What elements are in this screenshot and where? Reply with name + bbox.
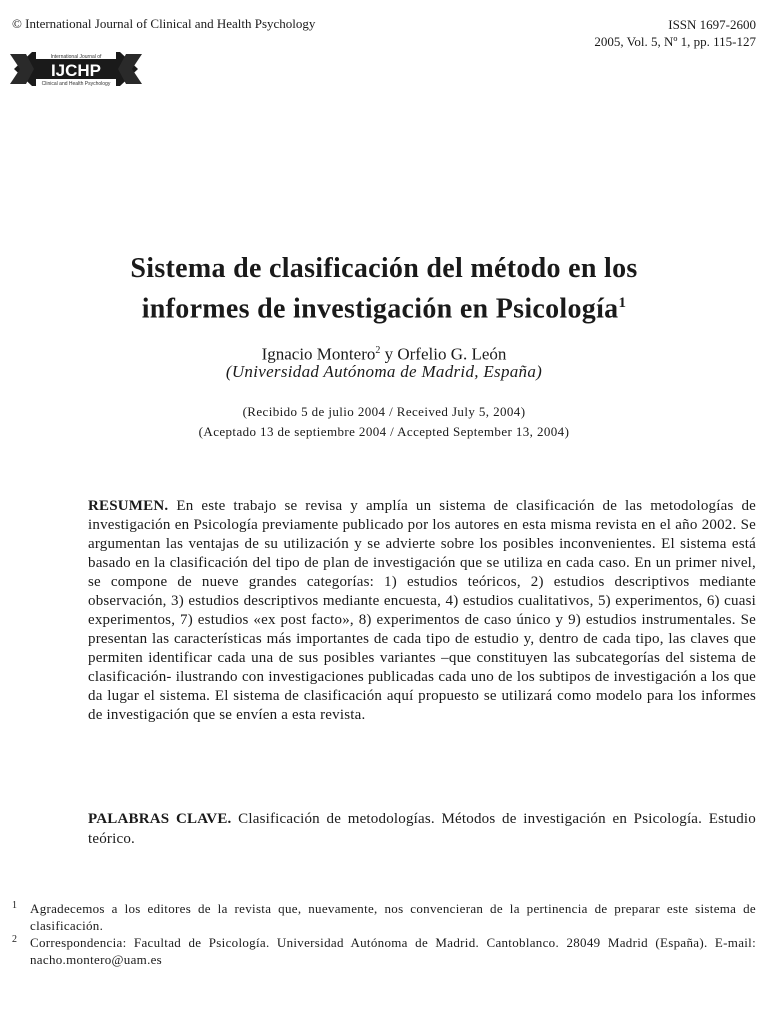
title-footnote-ref: 1 (618, 295, 627, 311)
author-1: Ignacio Montero (261, 344, 376, 364)
logo-text: IJCHP (50, 61, 102, 80)
author-2: Orfelio G. León (397, 344, 507, 364)
author-1-footnote-ref: 2 (375, 345, 381, 356)
affiliation: (Universidad Autónoma de Madrid, España) (225, 362, 543, 381)
article-title (0, 252, 768, 326)
ijchp-logo (10, 48, 142, 90)
footnote-2-mark: 2 (12, 934, 18, 945)
footnote-2 (12, 934, 756, 968)
abstract-label: RESUMEN. (88, 498, 169, 514)
title-line-2-text: informes de investigación en Psicología (141, 293, 619, 325)
keywords-label: PALABRAS CLAVE. (88, 811, 232, 827)
abstract (88, 497, 756, 725)
accepted-date: (Aceptado 13 de septiembre 2004 / Accepted September 13, 2004) (198, 424, 570, 439)
footnote-1 (12, 900, 756, 934)
volume-pages: 2005, Vol. 5, Nº 1, pp. 115-127 (594, 34, 756, 49)
dates (0, 402, 768, 442)
logo-bottom-text: Clinical and Health Psychology (41, 81, 111, 87)
footnote-2-text: Correspondencia: Facultad de Psicología. Universidad Autónoma de Madrid. Cantoblanco. 28049 Madrid (España). E-mail: nacho.montero@uam.es (30, 935, 756, 967)
title-line-2 (0, 286, 768, 326)
abstract-text: En este trabajo se revisa y amplía un sistema de clasificación de las metodologías de investigación en Psicología previamente publicado por los autores en esta misma revista en el año 2002. Se argumentan las ventajas de su utilización y se advierte sobre los posibles inconvenientes. El sistema está basado en la clasificación del tipo de plan de investigación que se utiliza en cada caso. En un primer nivel, se compone de nueve grandes categorías: 1) estudios teóricos, 2) estudios descriptivos mediante observación, 3) estudios descriptivos mediante encuesta, 4) estudios cualitativos, 5) experimentos, 6) cuasi experimentos, 7) estudios «ex post facto», 8) experimentos de caso único y 9) estudios instrumentales. Se presentan las características más importantes de cada tipo de estudio y, dentro de cada tipo, las claves que permiten identificar cada una de sus posibles variantes –que constituyen las subcategorías del sistema de clasificación- ilustrando con investigaciones publicadas cada uno de los subtipos de investigación a los que da lugar el sistema. El sistema de clasificación aquí propuesto se utilizará como modelo para los informes de investigación que se envíen a esta revista. (88, 498, 757, 723)
footnote-1-text: Agradecemos a los editores de la revista que, nuevamente, nos convencieran de la pertinencia de preparar este sistema de clasificación. (30, 901, 756, 933)
footnotes (12, 900, 756, 968)
journal-citation-block (594, 16, 756, 50)
issn: ISSN 1697-2600 (668, 17, 756, 32)
title-line-1: Sistema de clasificación del método en los (130, 253, 638, 284)
logo-top-text: International Journal of (50, 54, 102, 60)
received-date: (Recibido 5 de julio 2004 / Received July 5, 2004) (242, 404, 526, 419)
footnote-1-mark: 1 (12, 900, 18, 911)
keywords (88, 809, 756, 849)
keywords-text: Clasificación de metodologías. Métodos de investigación en Psicología. Estudio teórico. (88, 811, 756, 847)
author-join: y (380, 344, 398, 364)
journal-copyright: © International Journal of Clinical and Health Psychology (12, 16, 316, 31)
